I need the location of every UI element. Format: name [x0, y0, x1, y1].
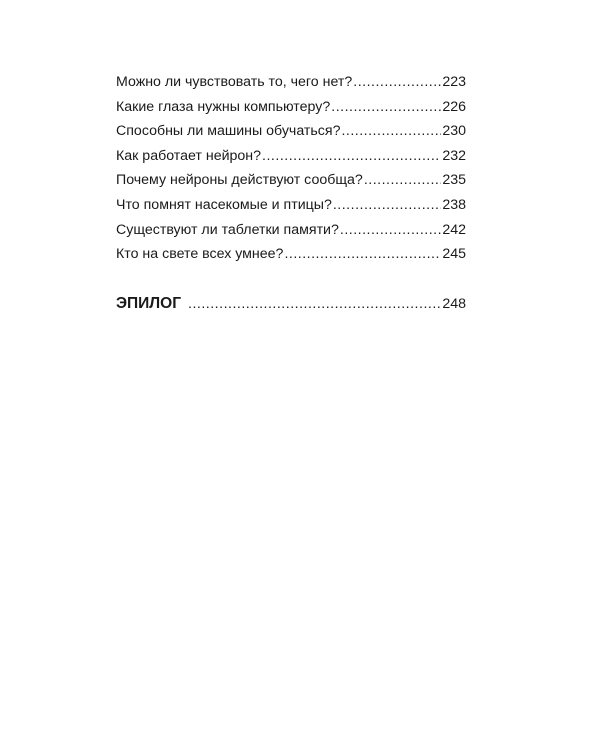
toc-entry: [116, 218, 466, 243]
toc-entry-page: 223: [442, 74, 466, 90]
toc-entry-page: 242: [442, 221, 466, 238]
toc-entry-page: 230: [442, 123, 466, 140]
epilogue-page: 248: [442, 295, 466, 312]
toc-entry-page: 238: [442, 196, 466, 213]
dot-leader: [331, 95, 441, 120]
toc-entry-title: Можно ли чувствовать то, чего нет?: [116, 74, 353, 90]
dot-leader: [333, 193, 441, 218]
table-of-contents: [116, 70, 466, 316]
dot-leader: [284, 242, 441, 267]
dot-leader: [188, 292, 441, 317]
toc-entry-page: 232: [442, 147, 466, 164]
toc-entry: [116, 193, 466, 218]
toc-entry-page: 245: [442, 246, 466, 263]
dot-leader: [353, 70, 441, 95]
toc-entry-title: Кто на свете всех умнее?: [116, 246, 284, 263]
toc-entry-page: 235: [442, 172, 466, 189]
toc-entry-title: Как работает нейрон?: [116, 147, 262, 164]
dot-leader: [364, 168, 442, 193]
toc-entry-title: Существуют ли таблетки памяти?: [116, 221, 339, 238]
toc-entry: [116, 70, 466, 95]
dot-leader: [262, 144, 441, 169]
toc-entry-title: Способны ли машины обучаться?: [116, 123, 341, 140]
toc-entry: [116, 119, 466, 144]
dot-leader: [341, 119, 441, 144]
toc-entry: [116, 144, 466, 169]
toc-entry-title: Почему нейроны действуют сообща?: [116, 172, 363, 189]
toc-entry: [116, 242, 466, 267]
toc-entry-page: 226: [442, 98, 466, 115]
toc-entry: [116, 95, 466, 120]
toc-entry-title: Что помнят насекомые и птицы?: [116, 196, 332, 213]
toc-epilogue-entry: [116, 292, 466, 317]
toc-entry-title: Какие глаза нужны компьютеру?: [116, 98, 331, 115]
dot-leader: [340, 218, 441, 243]
toc-entry: [116, 168, 466, 193]
epilogue-title: ЭПИЛОГ: [116, 294, 182, 312]
